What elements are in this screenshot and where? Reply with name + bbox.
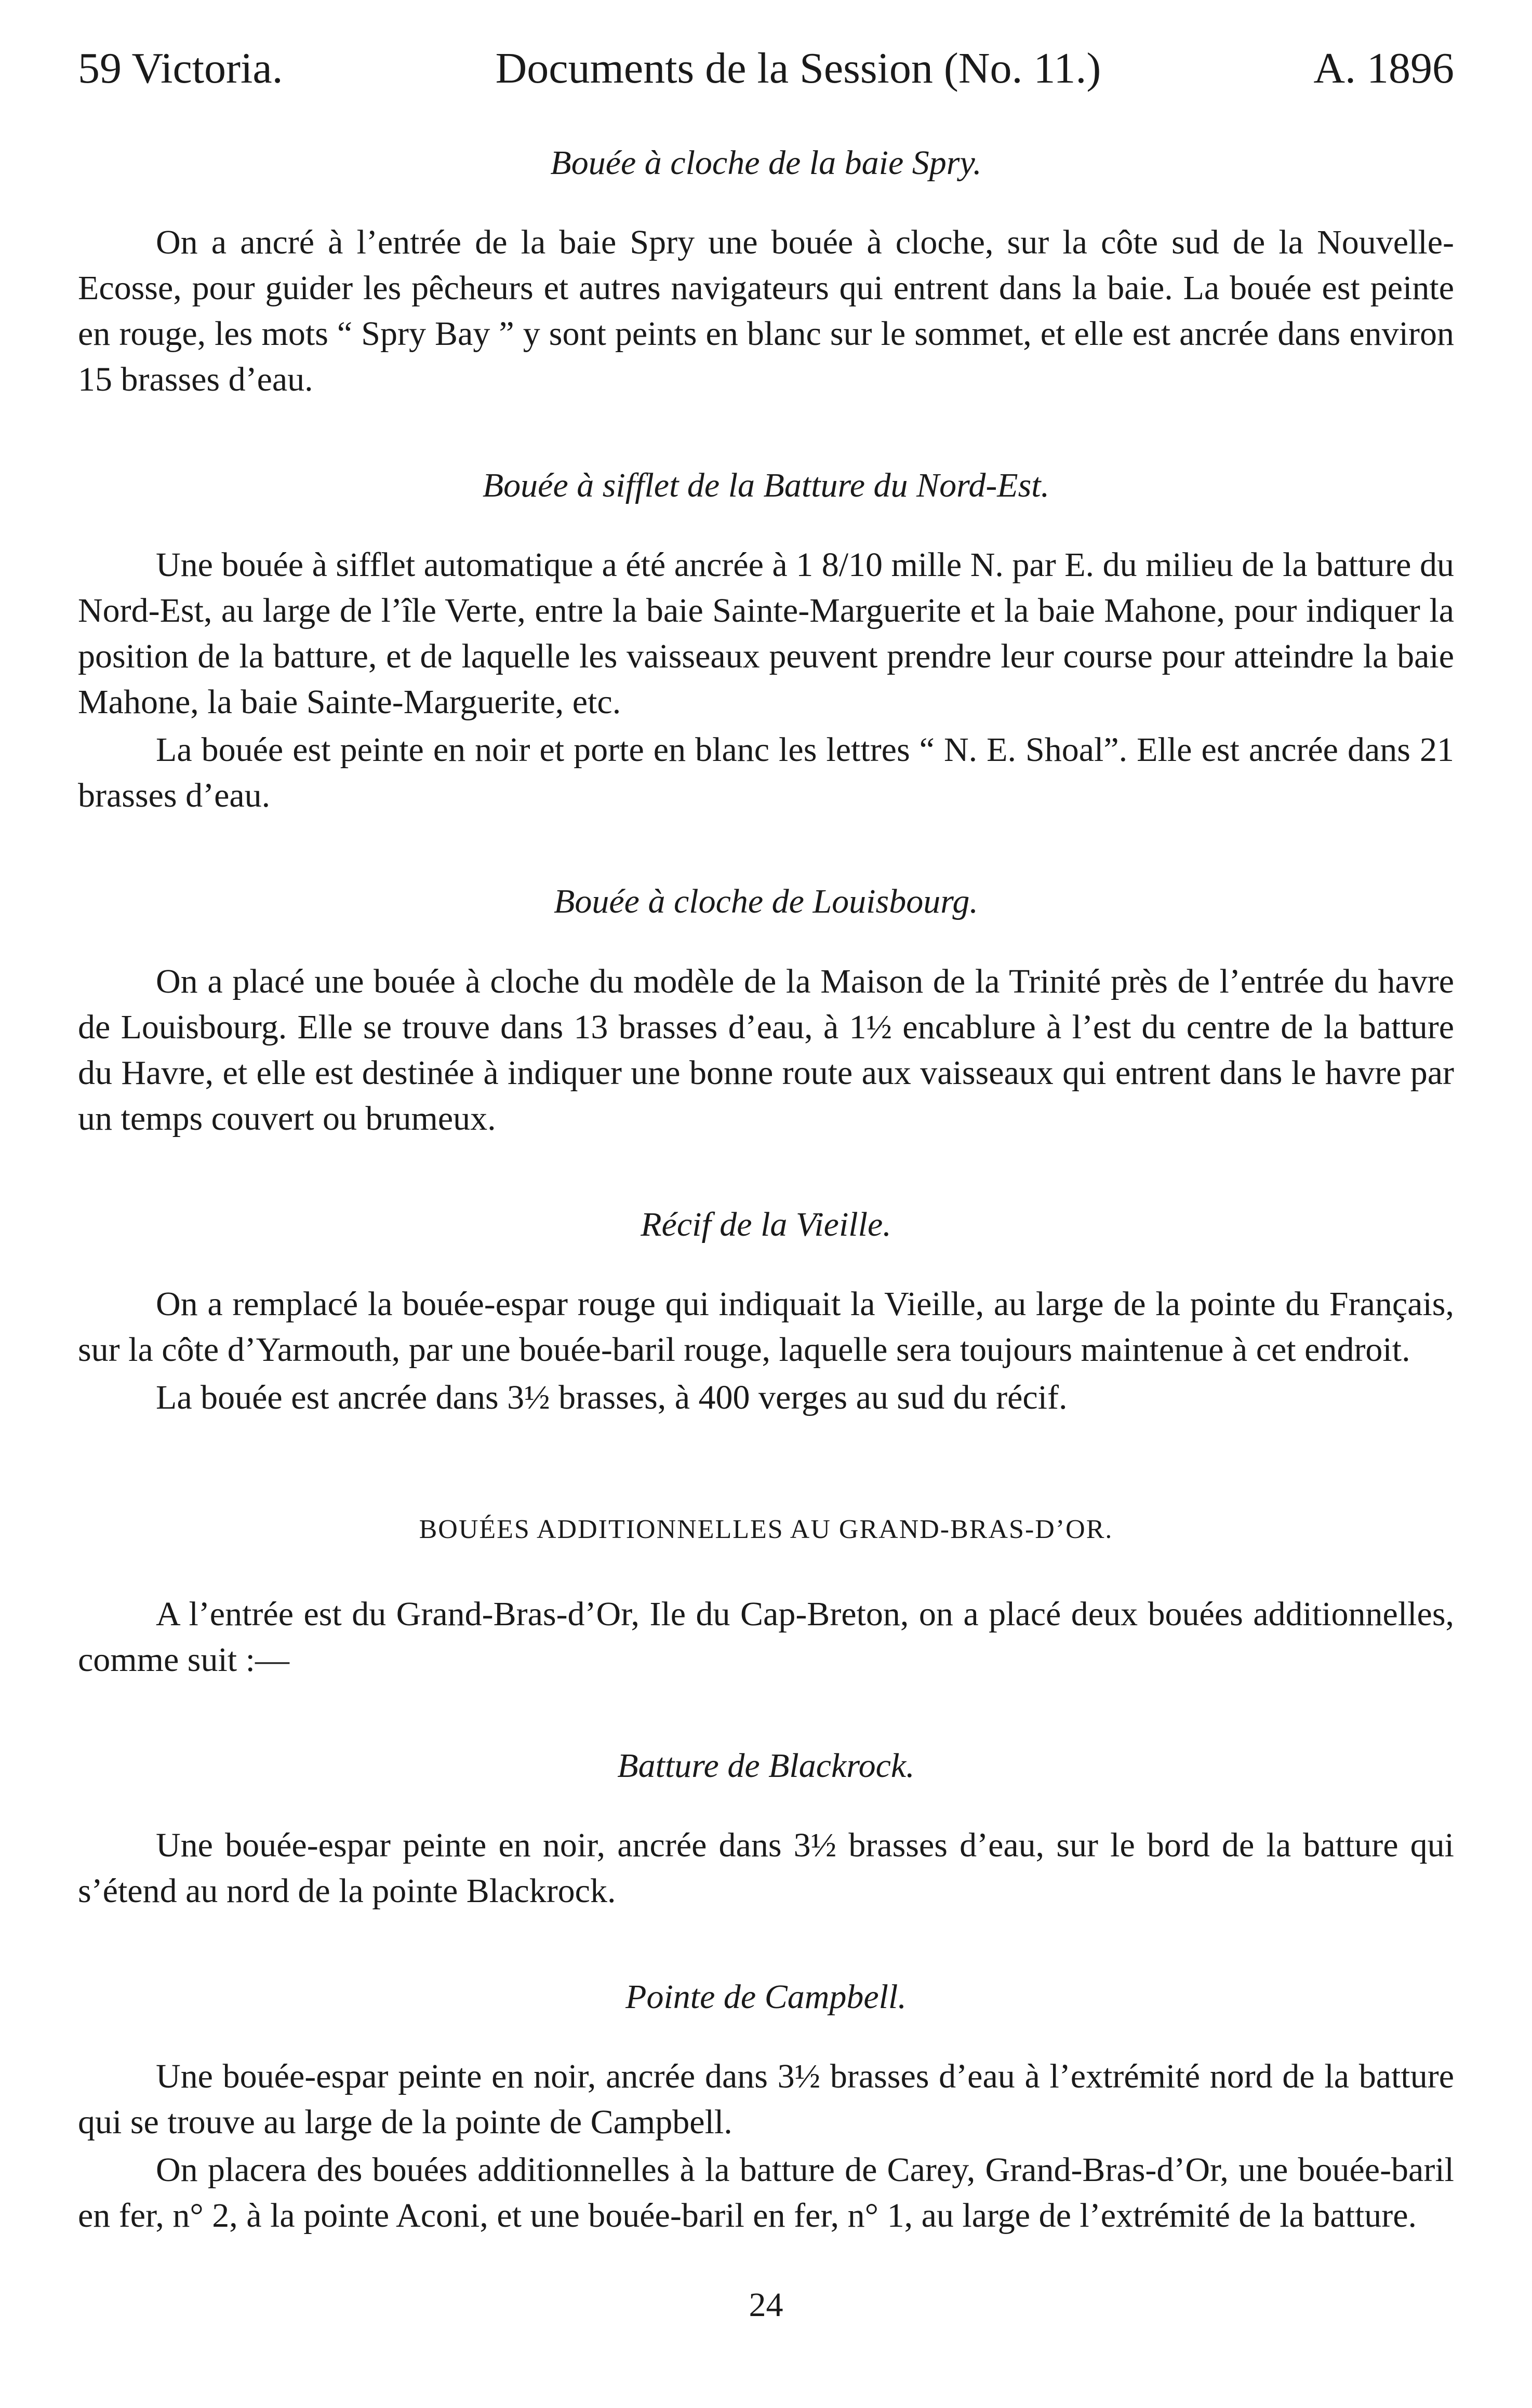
section-title-campbell: Pointe de Campbell.: [625, 1977, 907, 2016]
paragraph-nord-est-2: La bouée est peinte en noir et porte en blanc les lettres “ N. E. Shoal”. Elle est ancrée dans 21 brasses d’eau.: [78, 731, 1454, 815]
section-title-blackrock: Batture de Blackrock.: [617, 1746, 915, 1785]
page-number: 24: [749, 2286, 783, 2324]
paragraph-louisbourg-1: On a placé une bouée à cloche du modèle de la Maison de la Trinité près de l’entrée du havre de Louisbourg. Elle se trouve dans 13 brasses d’eau, à 1½ encablure à l’est du centre de la batture du Havre, et elle est destinée à indiquer une bonne route aux vaisseaux qui entrent dans le havre par un temps couvert ou brumeux.: [78, 962, 1454, 1138]
section-title-nord-est: Bouée à sifflet de la Batture du Nord-Est.: [482, 466, 1050, 505]
header-right: A. 1896: [1313, 44, 1454, 92]
paragraph-grand-bras-intro: A l’entrée est du Grand-Bras-d’Or, Ile du Cap-Breton, on a placé deux bouées additionnelles, comme suit :—: [78, 1595, 1454, 1679]
header-center: Documents de la Session (No. 11.): [495, 44, 1101, 92]
paragraph-vieille-2: La bouée est ancrée dans 3½ brasses, à 400 verges au sud du récif.: [156, 1378, 1068, 1416]
paragraph-spry-1: On a ancré à l’entrée de la baie Spry une bouée à cloche, sur la côte sud de la Nouvelle-Ecosse, pour guider les pêcheurs et autres navigateurs qui entrent dans la baie. La bouée est peinte en rouge, les mots “ Spry Bay ” y sont peints en blanc sur le sommet, et elle est ancrée dans environ 15 brasses d’eau.: [78, 223, 1454, 399]
page-header: [78, 44, 1454, 92]
section-title-louisbourg: Bouée à cloche de Louisbourg.: [554, 882, 978, 921]
paragraph-blackrock-1: Une bouée-espar peinte en noir, ancrée dans 3½ brasses d’eau, sur le bord de la batture qui s’étend au nord de la pointe Blackrock.: [78, 1826, 1454, 1910]
section-heading-grand-bras: BOUÉES ADDITIONNELLES AU GRAND-BRAS-D’OR.: [419, 1514, 1113, 1544]
paragraph-campbell-1: Une bouée-espar peinte en noir, ancrée dans 3½ brasses d’eau à l’extrémité nord de la batture qui se trouve au large de la pointe de Campbell.: [78, 2057, 1454, 2142]
section-title-spry: Bouée à cloche de la baie Spry.: [550, 144, 982, 182]
section-title-vieille: Récif de la Vieille.: [641, 1205, 891, 1243]
paragraph-campbell-2: On placera des bouées additionnelles à la batture de Carey, Grand-Bras-d’Or, une bouée-baril en fer, n° 2, à la pointe Aconi, et une bouée-baril en fer, n° 1, au large de l’extrémité de la batture.: [78, 2151, 1454, 2235]
paragraph-nord-est-1: Une bouée à sifflet automatique a été ancrée à 1 8/10 mille N. par E. du milieu de la batture du Nord-Est, au large de l’île Verte, entre la baie Sainte-Marguerite et la baie Mahone, pour indiquer la position de la batture, et de laquelle les vaisseaux peuvent prendre leur course pour atteindre la baie Mahone, la baie Sainte-Marguerite, etc.: [78, 546, 1454, 721]
header-left: 59 Victoria.: [78, 44, 283, 92]
paragraph-vieille-1: On a remplacé la bouée-espar rouge qui indiquait la Vieille, au large de la pointe du Français, sur la côte d’Yarmouth, par une bouée-baril rouge, laquelle sera toujours maintenue à cet endroit.: [78, 1285, 1454, 1369]
